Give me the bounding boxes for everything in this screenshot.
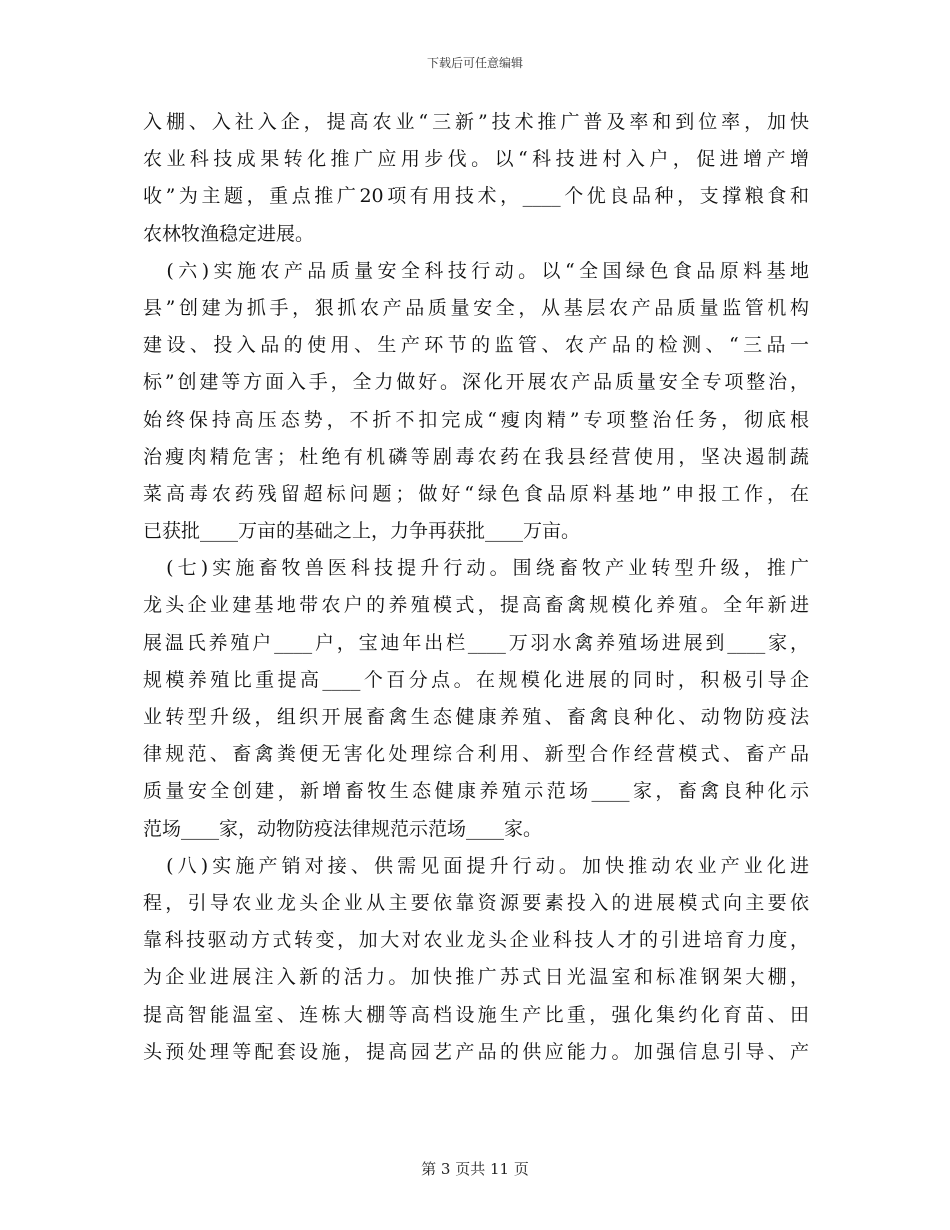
text-line: 质量安全创建，新增畜牧生态健康养殖示范场____家，畜禽良种化示	[143, 780, 809, 803]
text-line: 始终保持高压态势，不折不扣完成“瘦肉精”专项整治任务，彻底根	[143, 408, 809, 431]
text-line: 靠科技驱动方式转变，加大对农业龙头企业科技人才的引进培育力度，	[143, 929, 809, 952]
text-line: 已获批____万亩的基础之上，力争再获批____万亩。	[143, 520, 581, 543]
text-line: 入棚、入社入企，提高农业“三新”技术推广普及率和到位率，加快	[143, 111, 809, 133]
text-line: 律规范、畜禽粪便无害化处理综合利用、新型合作经营模式、畜产品	[143, 743, 809, 766]
text-line: 标”创建等方面入手，全力做好。深化开展农产品质量安全专项整治，	[143, 371, 809, 394]
text-line: 农业科技成果转化推广应用步伐。以“科技进村入户，促进增产增	[143, 148, 809, 171]
text-line: (六)实施农产品质量安全科技行动。以“全国绿色食品原料基地	[143, 259, 809, 282]
page-footer: 第 3 页共 11 页	[421, 1160, 529, 1178]
text-line: 建设、投入品的使用、生产环节的监管、农产品的检测、“三品一	[143, 334, 809, 357]
text-line: 农林牧渔稳定进展。	[143, 222, 315, 245]
document-body	[143, 104, 809, 1071]
text-line: 县”创建为抓手，狠抓农产品质量安全，从基层农产品质量监管机构	[143, 296, 809, 319]
text-line: 范场____家，动物防疫法律规范示范场____家。	[143, 817, 543, 840]
text-line: 头预处理等配套设施，提高园艺产品的供应能力。加强信息引导、产	[143, 1040, 809, 1063]
text-line: 提高智能温室、连栋大棚等高档设施生产比重，强化集约化育苗、田	[143, 1003, 809, 1026]
text-line: 程，引导农业龙头企业从主要依靠资源要素投入的进展模式向主要依	[143, 891, 809, 914]
text-line: 展温氏养殖户____户，宝迪年出栏____万羽水禽养殖场进展到____家，	[143, 631, 809, 654]
text-line: 龙头企业建基地带农户的养殖模式，提高畜禽规模化养殖。全年新进	[143, 594, 809, 617]
text-line: 收”为主题，重点推广20项有用技术，____个优良品种，支撑粮食和	[143, 185, 809, 208]
text-line: 治瘦肉精危害；杜绝有机磷等剧毒农药在我县经营使用，坚决遏制蔬	[143, 445, 809, 468]
text-line: (七)实施畜牧兽医科技提升行动。围绕畜牧产业转型升级，推广	[143, 557, 809, 580]
text-line: 菜高毒农药残留超标问题；做好“绿色食品原料基地”申报工作，在	[143, 482, 809, 505]
text-line: (八)实施产销对接、供需见面提升行动。加快推动农业产业化进	[143, 854, 809, 877]
page-header: 下载后可任意编辑	[426, 56, 523, 70]
text-line: 为企业进展注入新的活力。加快推广苏式日光温室和标准钢架大棚，	[143, 966, 809, 989]
text-line: 业转型升级，组织开展畜禽生态健康养殖、畜禽良种化、动物防疫法	[143, 706, 809, 728]
text-line: 规模养殖比重提高____个百分点。在规模化进展的同时，积极引导企	[143, 668, 809, 691]
